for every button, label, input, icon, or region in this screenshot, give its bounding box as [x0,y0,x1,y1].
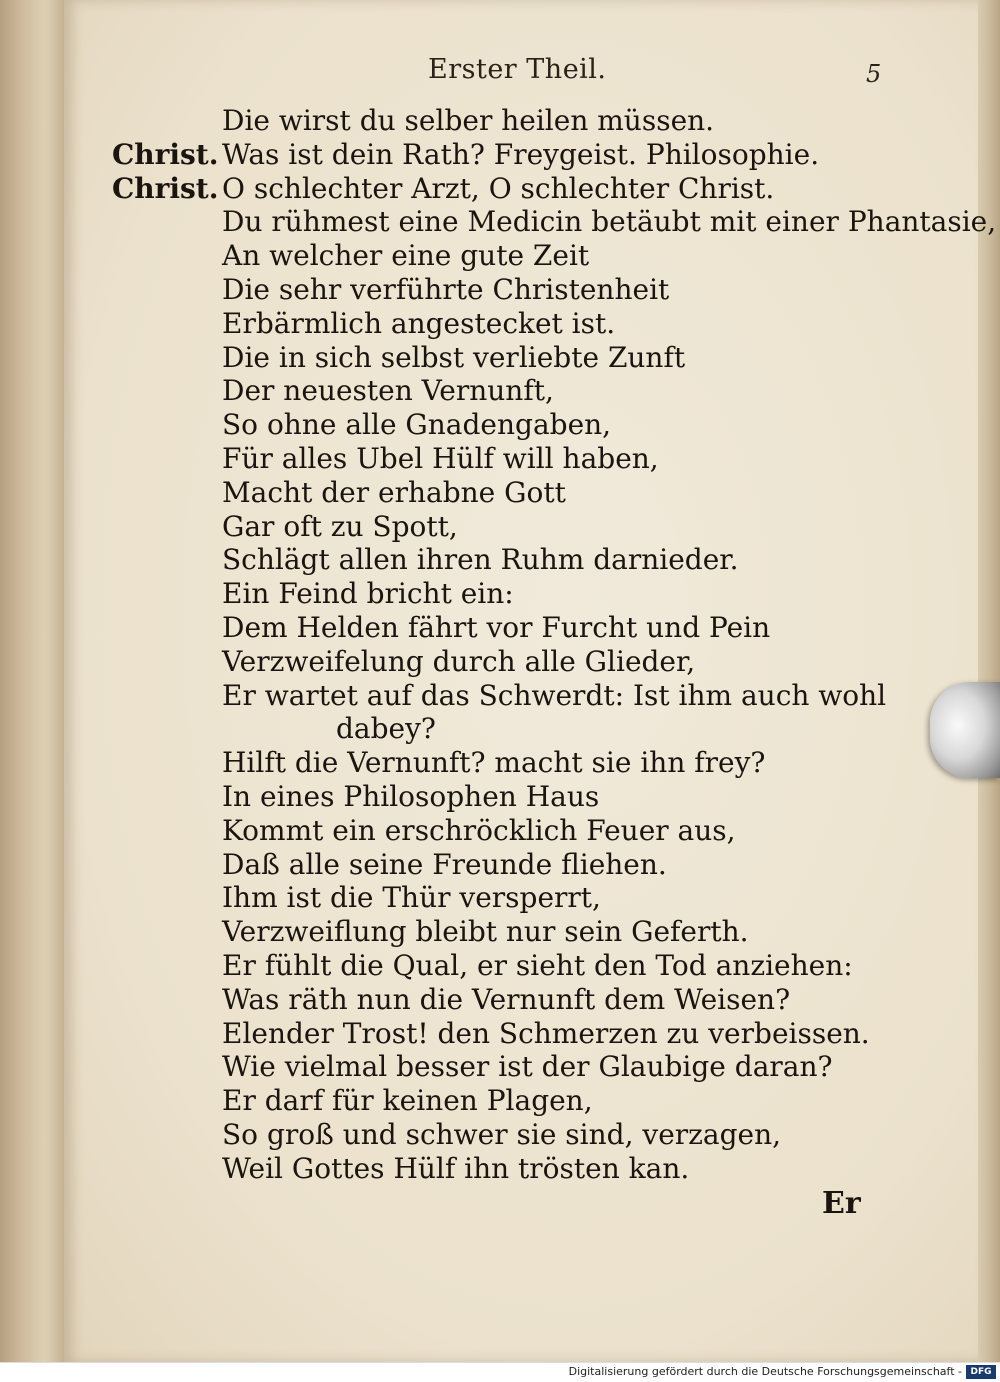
verse-line-text: Er wartet auf das Schwerdt: Ist ihm auch wohl [222,679,887,712]
speaker-label: Christ. [112,138,219,171]
verse-line-text: Verzweiflung bleibt nur sein Geferth. [222,915,749,948]
verse-line-text: Macht der erhabne Gott [222,476,566,509]
catchword: Er [822,1186,861,1221]
verse-line-text: Verzweifelung durch alle Glieder, [222,645,696,678]
verse-line-text: Du rühmest eine Medicin betäubt mit einer Phantasie, [222,205,997,238]
verse-line-text: Die sehr verführte Christenheit [222,273,670,306]
verse-line-text: Was ist dein Rath? Freygeist. Philosophie. [222,138,820,171]
page-number: 5 [866,60,882,88]
verse-line-text: Der neuesten Vernunft, [222,374,554,407]
verse-line-text: An welcher eine gute Zeit [222,239,590,272]
verse-line-text: Schlägt allen ihren Ruhm darnieder. [222,543,739,576]
verse-line-text: Ihm ist die Thür versperrt, [222,881,601,914]
running-title: Erster Theil. [428,54,607,85]
verse-line-text: dabey? [336,712,436,745]
verse-line-text: Weil Gottes Hülf ihn trösten kan. [222,1152,690,1185]
verse-line-text: Elender Trost! den Schmerzen zu verbeissen. [222,1017,870,1050]
verse-line-text: Er fühlt die Qual, er sieht den Tod anziehen: [222,949,853,982]
verse-line-text: Er darf für keinen Plagen, [222,1084,593,1117]
footer-bar [0,1362,1000,1382]
verse-line-text: Wie vielmal besser ist der Glaubige daran? [222,1050,833,1083]
verse-line-text: O schlechter Arzt, O schlechter Christ. [222,172,775,205]
footer-credit: Digitalisierung gefördert durch die Deutsche Forschungsgemeinschaft - [568,1365,962,1378]
verse-line-text: So ohne alle Gnadengaben, [222,408,612,441]
verse-line-text: Ein Feind bricht ein: [222,577,514,610]
verse-line-text: Kommt ein erschröcklich Feuer aus, [222,814,736,847]
dfg-logo: DFG [966,1365,996,1379]
verse-line-text: Daß alle seine Freunde fliehen. [222,848,667,881]
verse-line-text: Dem Helden fährt vor Furcht und Pein [222,611,771,644]
verse-line-text: Hilft die Vernunft? macht sie ihn frey? [222,746,766,779]
verse-line-text: Die in sich selbst verliebte Zunft [222,341,686,374]
verse-line-text: Für alles Ubel Hülf will haben, [222,442,659,475]
verse-line-text: Erbärmlich angestecket ist. [222,307,616,340]
verse-line-text: Gar oft zu Spott, [222,510,458,543]
verse-line-text: Was räth nun die Vernunft dem Weisen? [222,983,791,1016]
verse-line-text: In eines Philosophen Haus [222,780,600,813]
speaker-label: Christ. [112,172,219,205]
verse-line-text: So groß und schwer sie sind, verzagen, [222,1118,782,1151]
verse-line-text: Die wirst du selber heilen müssen. [222,104,715,137]
